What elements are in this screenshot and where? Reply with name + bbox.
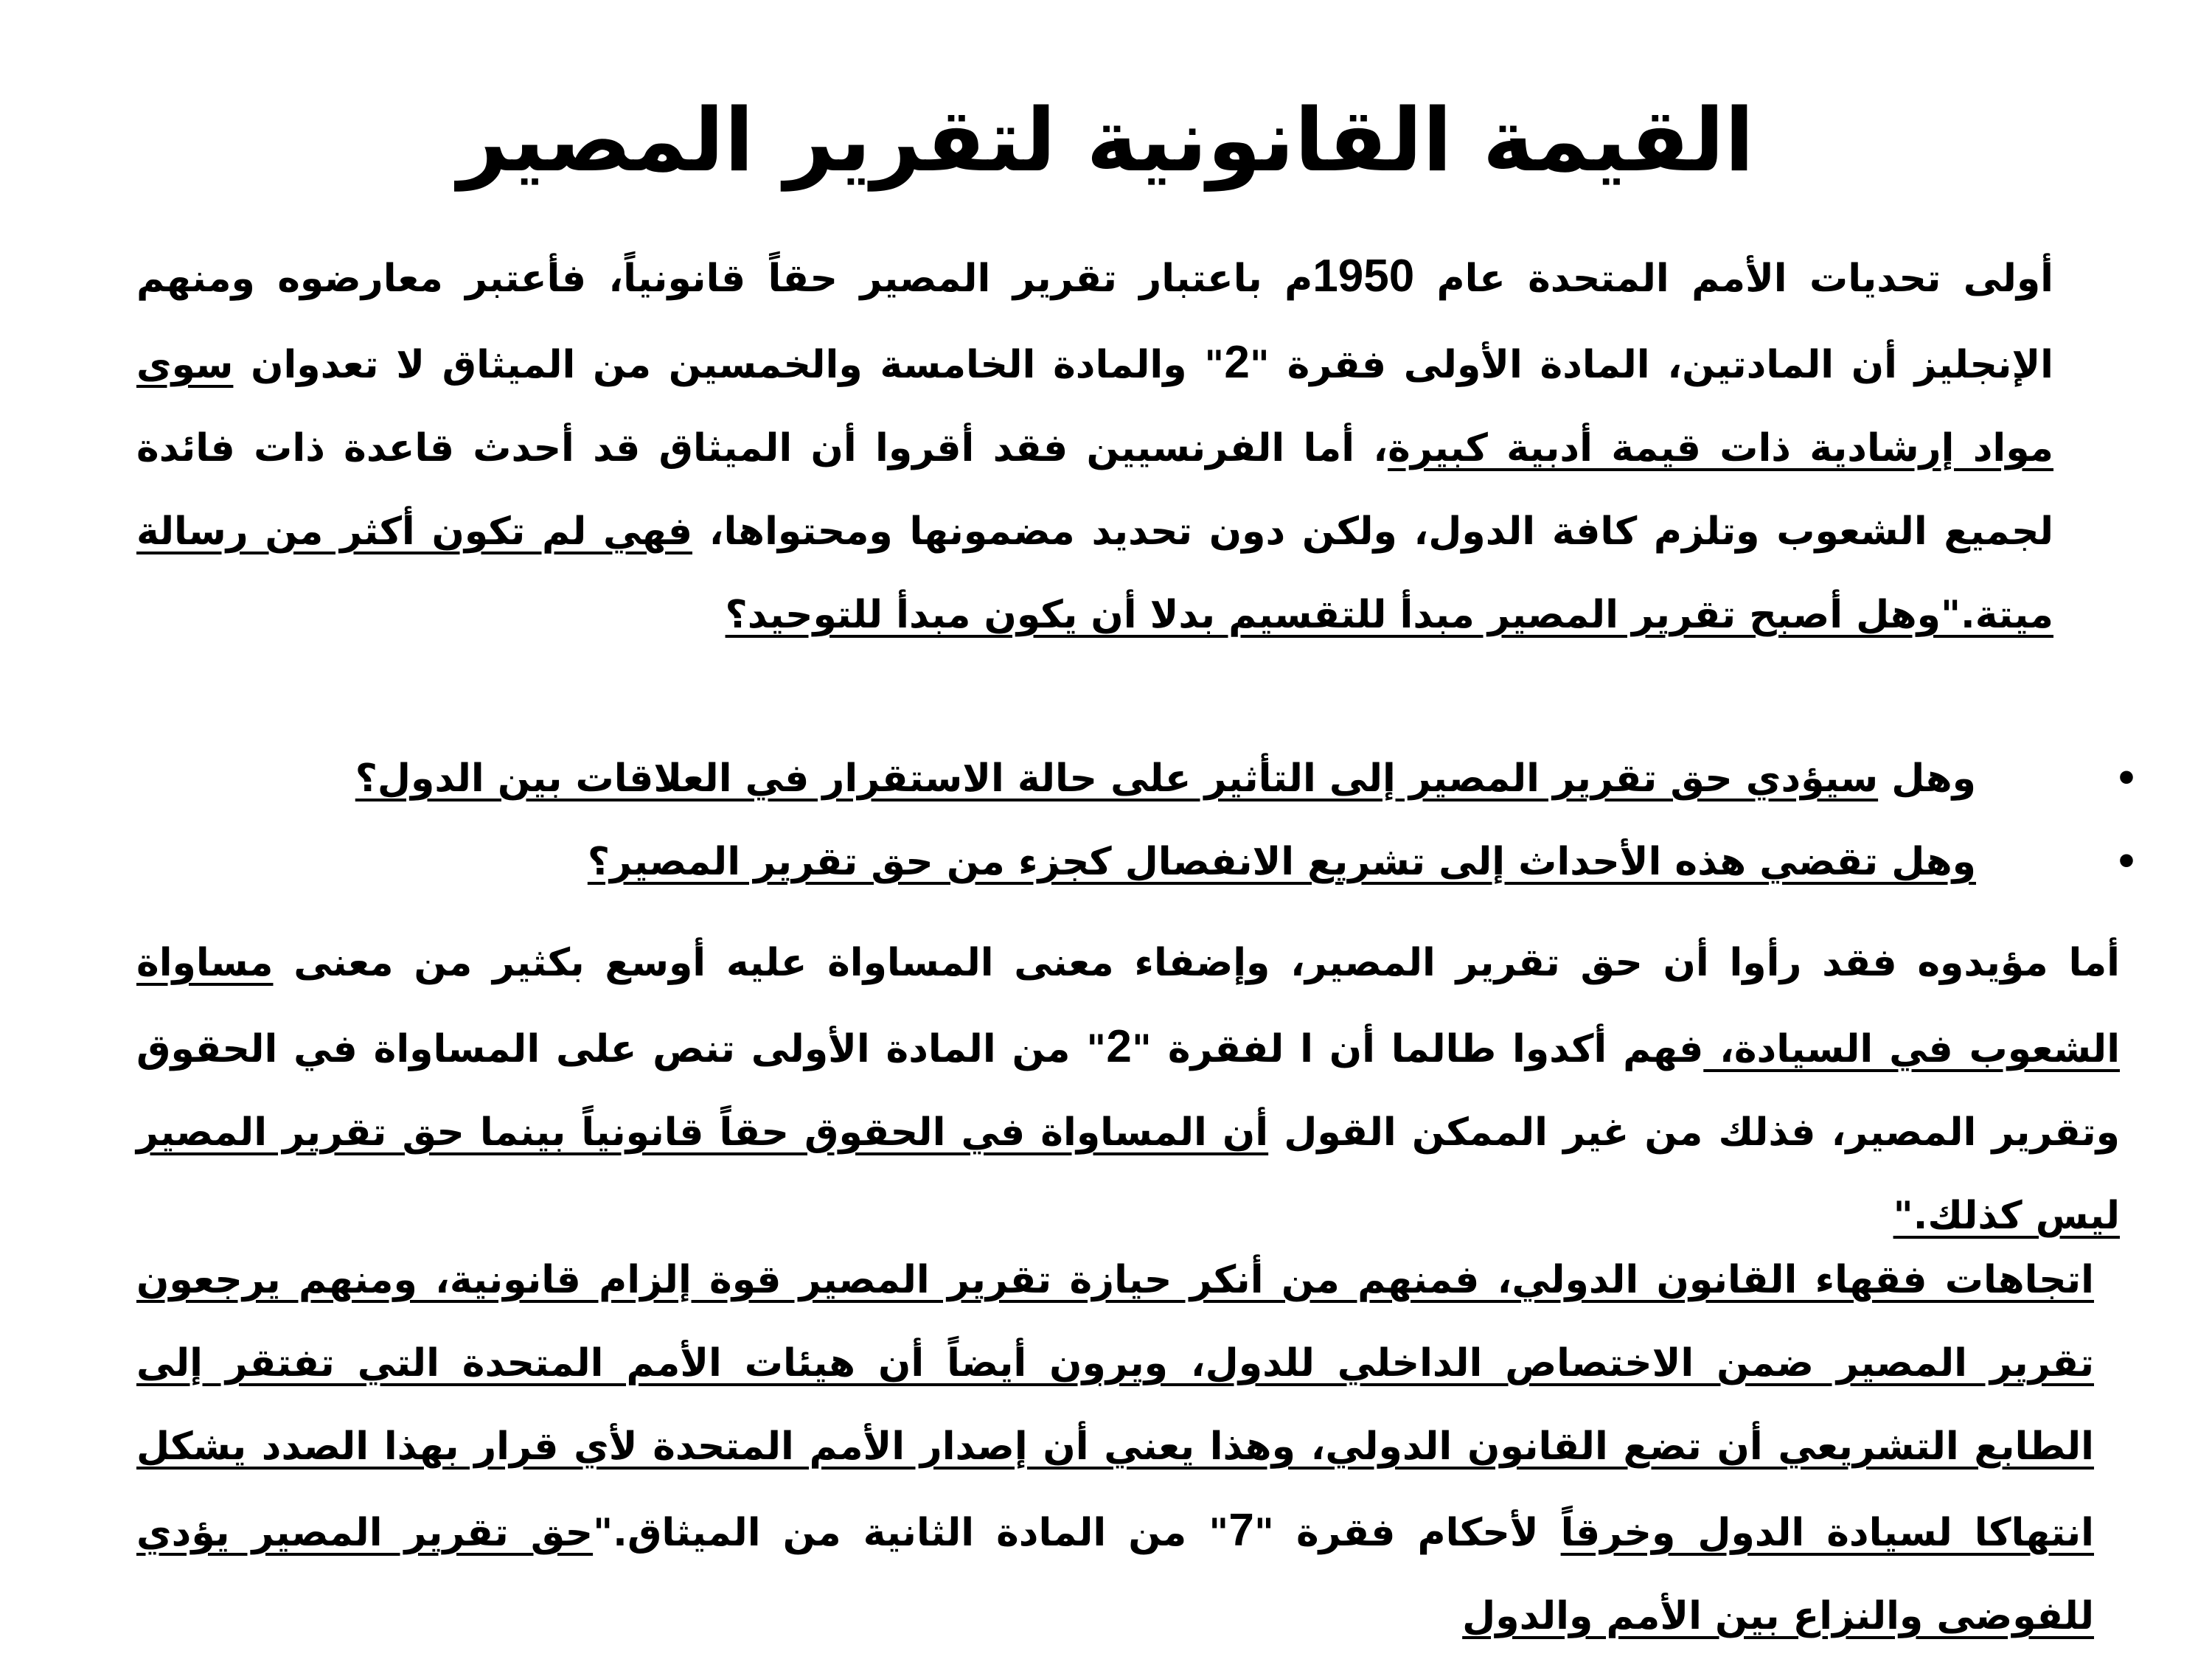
text-run: أما مؤيدوه فقد رأوا أن حق تقرير المصير، وإضفاء معنى المساواة عليه أوسع بكثير من معنى — [273, 941, 2120, 985]
text-run: " من المادة الأولى تنص على المساواة في الحقوق وتقرير المصير، فذلك من غير الممكن القول — [136, 1027, 2121, 1155]
underlined-text: مساواة الشعوب في السيادة، — [136, 941, 2121, 1071]
page-title: القيمة القانونية لتقرير المصير — [457, 89, 1755, 191]
list-item — [221, 821, 2153, 904]
bullet-icon: • — [2115, 841, 2138, 883]
clause-number: 7 — [1228, 1505, 1254, 1556]
underlined-text: اتجاهات فقهاء القانون الدولي، فمنهم من أنكر حيازة تقرير المصير قوة إلزام قانونية، ومنهم يرجعون تقرير المصير ضمن الاختصاص الداخلي للدول، ويرون أيضاً أن هيئات الأمم المتحدة التي تفتقر إلى الطابع التشريعي أن تضع القانون الدولي، وهذا يعني أن إصدار الأمم المتحدة لأي قرار بهذا الصدد يشكل انتهاكا لسيادة الدول وخرقاً — [136, 1258, 2094, 1555]
underlined-text: وهل تقضي هذه الأحداث إلى تشريع الانفصال كجزء من حق تقرير المصير؟ — [587, 840, 1976, 884]
paragraph-supporters — [136, 922, 2120, 1258]
underlined-text: أن المساواة في الحقوق حقاً قانونياً بينما حق تقرير المصير ليس كذلك." — [136, 1110, 2120, 1238]
clause-number: 2 — [1224, 337, 1250, 388]
underlined-text: سوى مواد إرشادية ذات قيمة أدبية كبيرة — [136, 343, 2053, 470]
text-run: أولى تحديات الأمم المتحدة عام — [1414, 257, 2054, 301]
bullet-icon: • — [2115, 757, 2138, 800]
text-run: وهل — [1878, 757, 1976, 801]
underlined-text: فهي لم تكون أكثر من رسالة ميتة."وهل أصبح تقرير المصير مبدأ للتقسيم بدلا أن يكون مبدأ للتوحيد؟ — [136, 509, 2053, 637]
text-run: لأحكام فقرة " — [1253, 1511, 1561, 1555]
paragraph-jurists — [136, 1239, 2094, 1658]
paragraph-opponents — [136, 234, 2053, 657]
text-run: م باعتبار تقرير المصير حقاً قانونياً، فأعتبر معارضوه ومنهم الإنجليز أن المادتين، المادة الأولى فقرة " — [136, 257, 2053, 387]
text-run: ، أما الفرنسيين فقد أقروا أن الميثاق قد أحدث قاعدة ذات فائدة لجميع الشعوب وتلزم كافة الدول، ولكن دون تحديد مضمونها ومحتواها، — [136, 426, 2054, 554]
year-number: 1950 — [1312, 251, 1415, 302]
text-run: فهم أكدوا طالما أن ا لفقرة " — [1131, 1027, 1704, 1071]
underlined-text: حق تقرير المصير يؤدي للفوضى والنزاع بين الأمم والدول — [136, 1511, 2094, 1638]
clause-number: 2 — [1106, 1021, 1132, 1072]
list-item — [221, 737, 2153, 821]
question-list — [221, 737, 2153, 904]
text-run: " والمادة الخامسة والخمسين من الميثاق لا تعدوان — [233, 343, 1225, 387]
underlined-text: سيؤدي حق تقرير المصير إلى التأثير على حالة الاستقرار في العلاقات بين الدول؟ — [355, 757, 1879, 801]
text-run: " من المادة الثانية من الميثاق." — [593, 1511, 1229, 1555]
